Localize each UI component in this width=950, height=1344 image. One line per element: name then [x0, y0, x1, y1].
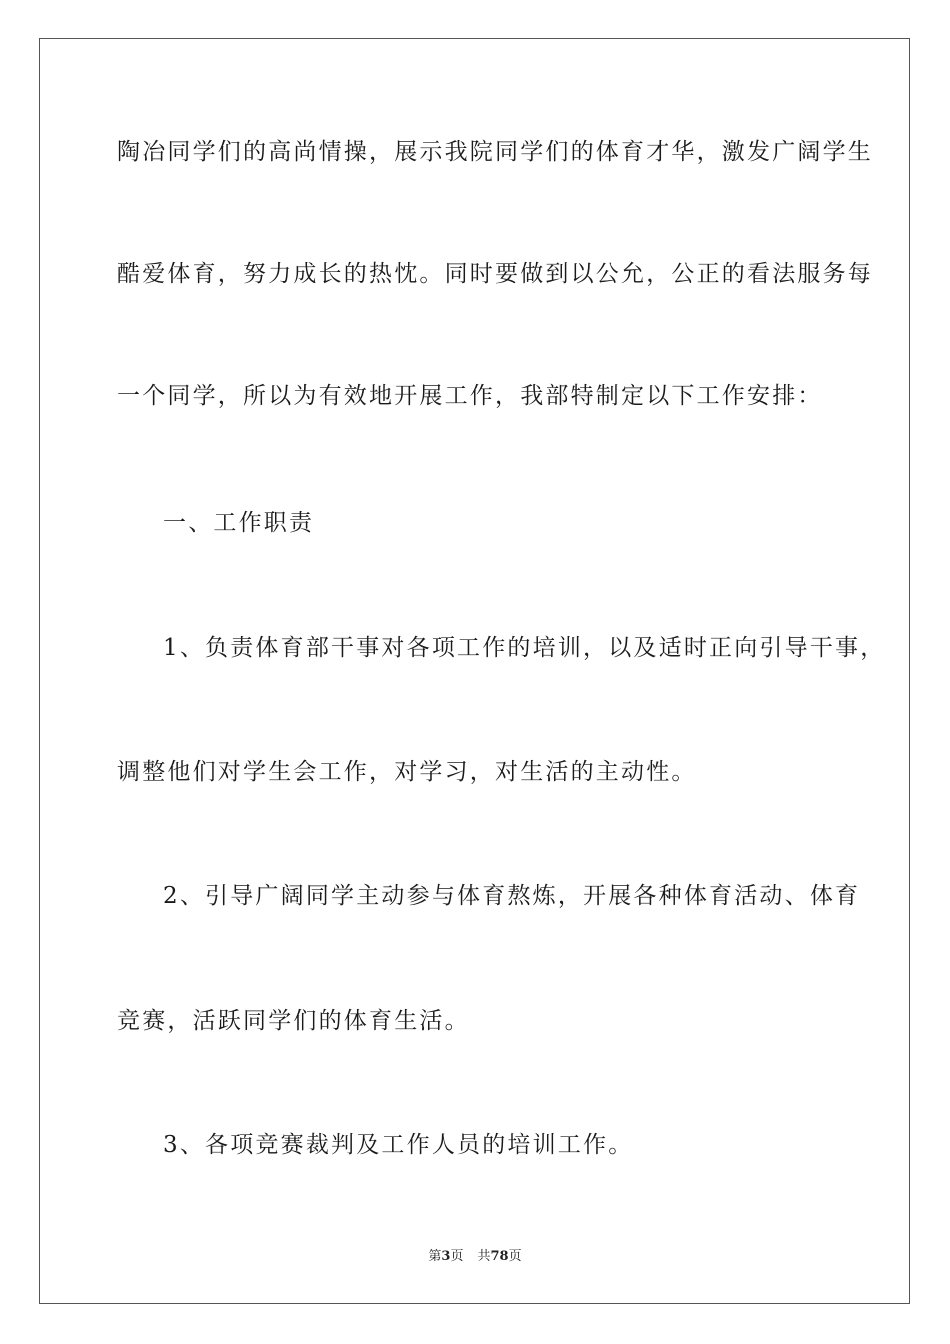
page-footer	[0, 1248, 950, 1266]
section-heading: 一、工作职责	[163, 510, 315, 536]
list-item-text: 3、各项竞赛裁判及工作人员的培训工作。	[163, 1132, 634, 1158]
body-text-line: 酷爱体育，努力成长的热忱。同时要做到以公允，公正的看法服务每	[117, 261, 873, 287]
total-pages: 78	[490, 1249, 509, 1264]
page-prefix: 第	[428, 1249, 442, 1264]
body-text-line: 一个同学，所以为有效地开展工作，我部特制定以下工作安排：	[117, 383, 823, 409]
total-suffix: 页	[508, 1249, 522, 1264]
page-number: 3	[441, 1249, 451, 1264]
list-item-text: 2、引导广阔同学主动参与体育熬炼，开展各种体育活动、体育	[163, 883, 861, 909]
body-text-line: 调整他们对学生会工作，对学习，对生活的主动性。	[117, 759, 697, 785]
page-border	[39, 38, 910, 1304]
body-text-line: 陶冶同学们的高尚情操，展示我院同学们的体育才华，激发广阔学生	[117, 139, 873, 165]
body-text-line: 竞赛，活跃同学们的体育生活。	[117, 1008, 470, 1034]
page-suffix: 页	[450, 1249, 464, 1264]
list-item-text: 1、负责体育部干事对各项工作的培训，以及适时正向引导干事，	[163, 635, 886, 661]
total-prefix: 共	[477, 1249, 491, 1264]
